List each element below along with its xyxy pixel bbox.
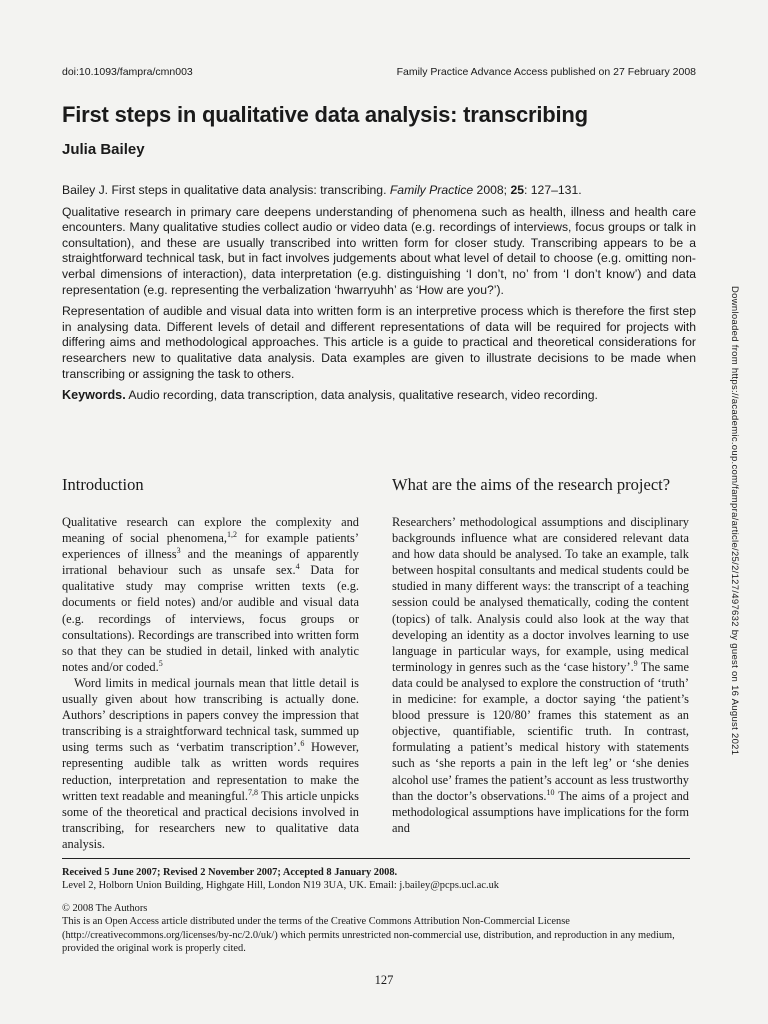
citation-line [62, 183, 696, 199]
citation-pages: : 127–131. [524, 183, 582, 197]
citation-volume: 25 [510, 183, 524, 197]
author-name: Julia Bailey [62, 141, 145, 158]
aims-paragraph-1 [392, 514, 689, 836]
text-run: and the meanings of apparently irrational behaviour such as unsafe sex. [62, 547, 359, 578]
text-run: The aims of a project and methodological assumptions have implications for the form and [392, 788, 689, 835]
article-title: First steps in qualitative data analysis: transcribing [62, 102, 588, 127]
footer-notes [62, 866, 692, 955]
citation-year: 2008; [476, 183, 508, 197]
license-text: This is an Open Access article distributed under the terms of the Creative Commons Attribution Non-Commercial License (http://creativecommons.org/licenses/by-nc/2.0/uk/) which permits unrestricted non-commercial use, distribution, and reproduction in any medium, provided the original work is properly cited. [62, 916, 675, 955]
running-header [62, 66, 696, 78]
introduction-paragraph-1 [62, 514, 359, 675]
citation-superscript: 6 [300, 739, 305, 749]
text-run: Researchers’ methodological assumptions and disciplinary backgrounds influence what are considered relevant data and how data should be analysed. To take an example, talk between hospital consultants and medical students could be studied in many different ways: the transcript of a teaching session could be analysed thematically, coding the content (topics) of talk. Analysis could also look at the way that developing an identity as a doctor involves learning to use language in particular ways, for example, using medical terminology in genres such as the ‘case history’. [392, 515, 689, 674]
keywords-label: Keywords. [62, 388, 126, 403]
citation-superscript: 5 [158, 658, 163, 668]
text-run: Qualitative research can explore the complexity and meaning of social phenomena, [62, 515, 359, 546]
citation-superscript: 3 [176, 546, 181, 556]
text-run: for example patients’ experiences of illness [62, 531, 359, 562]
keywords-list: Audio recording, data transcription, data analysis, qualitative research, video recording. [128, 388, 598, 403]
aims-column [392, 475, 689, 836]
download-watermark: Downloaded from https://academic.oup.com/fampra/article/25/2/127/497632 by guest on 16 August 2021 [729, 286, 740, 756]
aims-heading: What are the aims of the research project? [392, 475, 671, 494]
abstract-paragraph-1: Qualitative research in primary care deepens understanding of phenomena such as health, illness and health care encounters. Many qualitative studies collect audio or video data (e.g. recordings of interviews, focus groups or talk in consultation), and these are usually transcribed into written form for closer study. Transcribing appears to be a straightforward technical task, but in fact involves judgements about what level of detail to choose (e.g. omitting non-verbal dimensions of interaction), data interpretation (e.g. distinguishing ‘I don’t, no’ from ‘I don’t know’) and data representation (e.g. representing the verbalization ‘hwarryuhh’ as ‘How are you?’). [62, 204, 696, 297]
citation-superscript: 7,8 [247, 787, 258, 797]
received-dates: Received 5 June 2007; Revised 2 November 2007; Accepted 8 January 2008. [62, 867, 398, 878]
abstract-paragraph-2: Representation of audible and visual data into written form is an interpretive process which is therefore the first step in analysing data. Different levels of detail and different representations of data will be required for projects with differing aims and methodological approaches. This article is a guide to practical and theoretical considerations for researchers new to qualitative data analysis. Data examples are given to illustrate decisions to be made when transcribing or assigning the task to others. [62, 304, 696, 381]
abstract [62, 183, 696, 410]
citation-superscript: 10 [546, 787, 555, 797]
keywords-line [62, 388, 696, 404]
text-run: However, representing audible talk as written words requires reduction, interpretation and representation to make the written text readable and meaningful. [62, 740, 359, 803]
text-run: The same data could be analysed to explore the construction of ‘truth’ in medicine: for example, a doctor saying ‘the patient’s blood pressure is 120/80’ frames this statement as an objective, quantifiable, scientific truth. In contrast, formulating a patient’s medical history with statements such as ‘she reports a pain in the left leg’ or ‘she denies alcohol use’ frames the patient’s account as less trustworthy than the doctor’s observations. [392, 659, 689, 803]
introduction-heading: Introduction [62, 475, 144, 494]
author-address: Level 2, Holborn Union Building, Highgate Hill, London N19 3UA, UK. Email: j.bailey@pcps.ucl.ac.uk [62, 880, 499, 892]
footer-divider [62, 858, 690, 859]
citation-prefix: Bailey J. First steps in qualitative data analysis: transcribing. [62, 183, 387, 197]
text-run: This article unpicks some of the theoretical and practical decisions involved in transcribing, for researchers new to qualitative data analysis. [62, 788, 359, 851]
citation-journal: Family Practice [389, 183, 474, 197]
citation-superscript: 9 [633, 658, 638, 668]
introduction-column [62, 475, 359, 852]
advance-access-notice: Family Practice Advance Access published on 27 February 2008 [396, 66, 696, 78]
doi-text: doi:10.1093/fampra/cmn003 [62, 66, 193, 78]
citation-superscript: 1,2 [227, 529, 237, 539]
introduction-paragraph-2 [62, 675, 359, 852]
text-run: Data for qualitative study may comprise written texts (e.g. documents or field notes) and/or audible and visual data (e.g. recordings of interviews, focus groups or consultations). Recordings are transcribed into written form so that they can be studied in detail, linked with analytic notes and/or coded. [62, 563, 359, 674]
copyright-line: © 2008 The Authors [62, 902, 148, 914]
text-run: Word limits in medical journals mean that little detail is usually given about how transcribing is actually done. Authors’ descriptions in papers convey the impression that transcribing is a straightforward technical task, summed up using terms such as ‘verbatim transcription’. [62, 675, 359, 755]
page-number: 127 [374, 973, 394, 987]
citation-superscript: 4 [295, 562, 300, 572]
